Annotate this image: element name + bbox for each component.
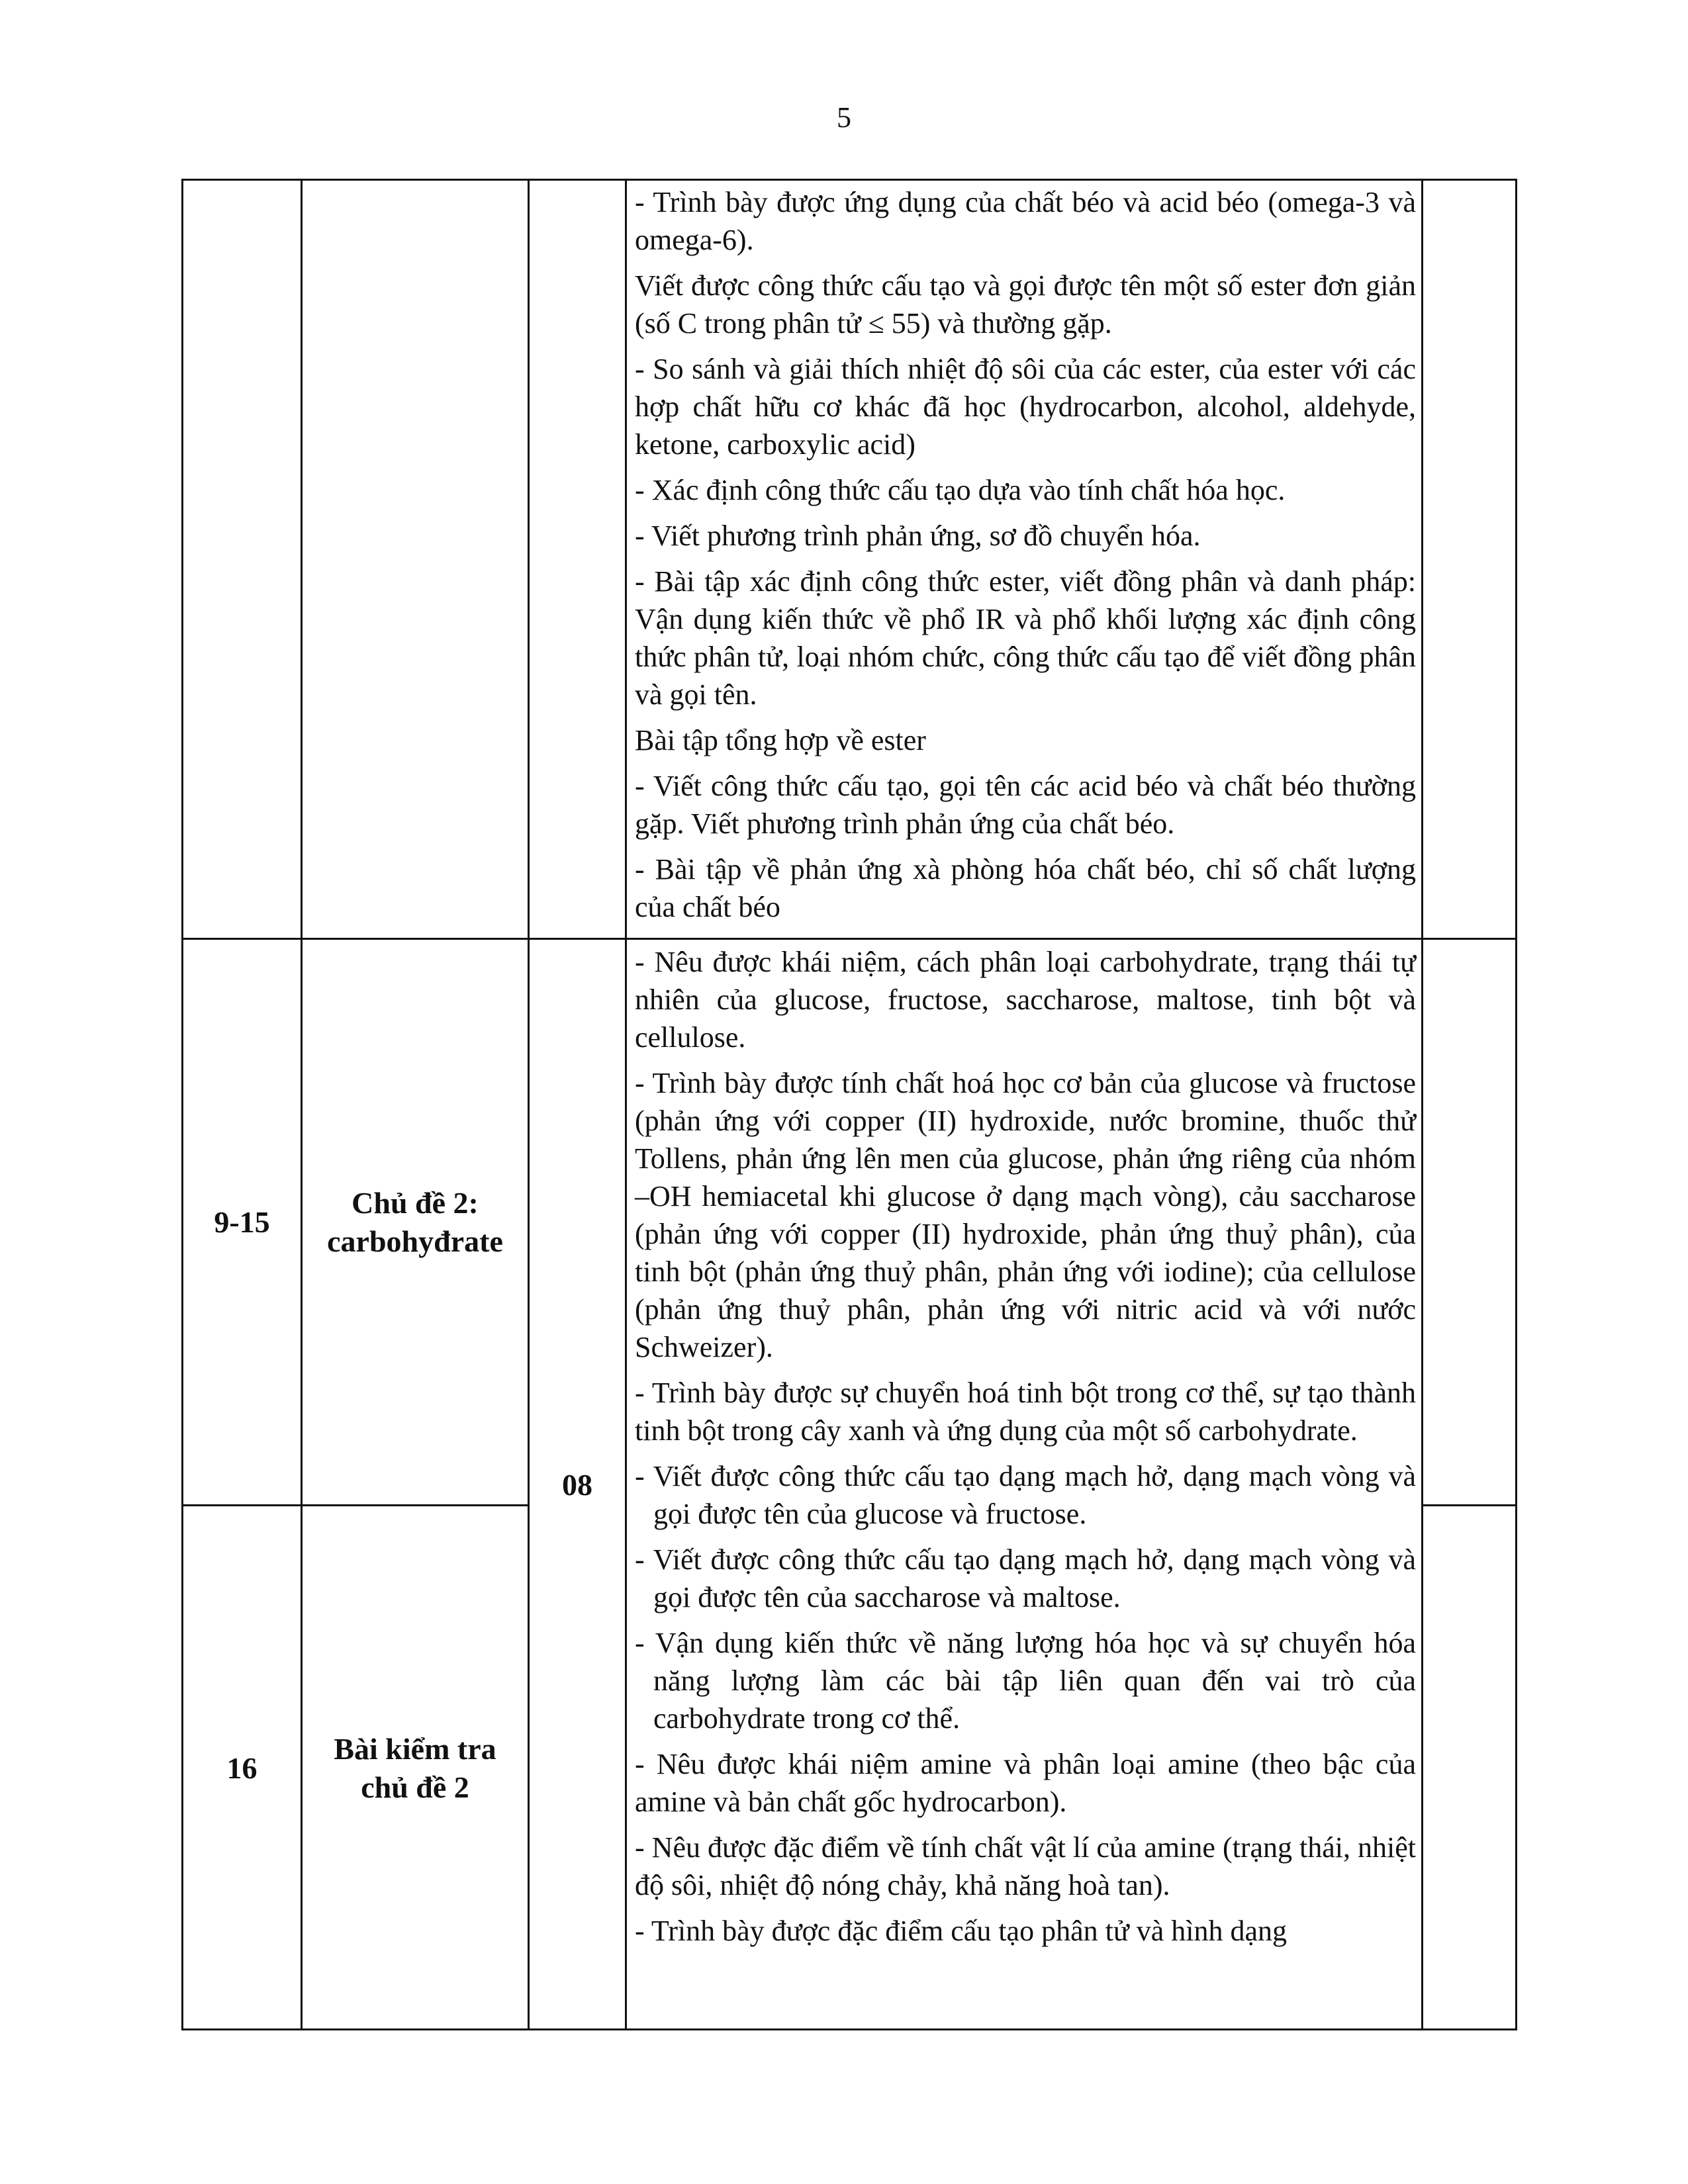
topic-title: Bài kiểm tra: [334, 1732, 496, 1766]
week-label: 16: [226, 1751, 258, 1785]
topic-subtitle: carbohyđrate: [327, 1224, 503, 1258]
content-item: - Bài tập về phản ứng xà phòng hóa chất béo, chỉ số chất lượng của chất béo: [635, 853, 1416, 923]
content-item: - Nêu được đặc điểm về tính chất vật lí của amine (trạng thái, nhiệt độ sôi, nhiệt độ nóng chảy, khả năng hoà tan).: [635, 1831, 1416, 1901]
week-cell: [183, 940, 301, 1504]
content-item: - Bài tập xác định công thức ester, viết đồng phân và danh pháp: Vận dụng kiến thức về phổ IR và phổ khối lượng xác định công thức phân tử, loại nhóm chức, công thức cấu tạo để viết đồng phân và gọi tên.: [635, 565, 1416, 711]
topic-subtitle: chủ đề 2: [361, 1770, 469, 1804]
content-item: - Trình bày được ứng dụng của chất béo và acid béo (omega-3 và omega-6).: [635, 186, 1416, 256]
page-number: 5: [837, 101, 851, 134]
column-divider: [1421, 181, 1423, 2028]
curriculum-table: [181, 179, 1517, 2030]
content-item: - Trình bày được đặc điểm cấu tạo phân tử và hình dạng: [635, 1915, 1287, 1947]
topic-title: Chủ đề 2:: [352, 1185, 479, 1220]
content-item: - Trình bày được tính chất hoá học cơ bản của glucose và fructose (phản ứng với copper (II) hydroxide, nước bromine, thuốc thử Tollens, phản ứng lên men của glucose, phản ứng riêng của nhóm –OH hemiacetal khi glucose ở dạng mạch vòng), cảu saccharose (phản ứng với copper (II) hydroxide, phản ứng thuỷ phân), của tinh bột (phản ứng thuỷ phân, phản ứng với iodine); của cellulose (phản ứng thuỷ phân, phản ứng với nitric acid và với nước Schweizer).: [635, 1067, 1416, 1363]
content-item: - Viết được công thức cấu tạo dạng mạch hở, dạng mạch vòng và gọi được tên của glucose và fructose.: [635, 1460, 1416, 1530]
row-divider: [1421, 1504, 1515, 1506]
content-item: - Viết công thức cấu tạo, gọi tên các acid béo và chất béo thường gặp. Viết phương trình phản ứng của chất béo.: [635, 770, 1416, 840]
periods-value: 08: [562, 1468, 592, 1502]
content-item: Viết được công thức cấu tạo và gọi được tên một số ester đơn giản (số C trong phân tử ≤ 55) và thường gặp.: [635, 269, 1416, 340]
week-cell: [183, 1506, 301, 2030]
content-item: - Vận dụng kiến thức về năng lượng hóa học và sự chuyển hóa năng lượng làm các bài tập liên quan đến vai trò của carbohydrate trong cơ thể.: [635, 1627, 1416, 1735]
row-1-content: [635, 183, 1416, 934]
content-item: - Trình bày được sự chuyển hoá tinh bột trong cơ thể, sự tạo thành tinh bột trong cây xanh và ứng dụng của một số carbohydrate.: [635, 1377, 1416, 1447]
column-divider: [625, 181, 627, 2028]
topic-cell: [303, 940, 528, 1504]
row-2-content: [635, 943, 1416, 1958]
week-label: 9-15: [214, 1205, 270, 1239]
periods-cell: [530, 940, 625, 2030]
content-item: - Viết được công thức cấu tạo dạng mạch hở, dạng mạch vòng và gọi được tên của saccharose và maltose.: [635, 1543, 1416, 1614]
content-item: - Xác định công thức cấu tạo dựa vào tính chất hóa học.: [635, 474, 1286, 506]
topic-cell: [303, 1506, 528, 2030]
content-item: Bài tập tổng hợp về ester: [635, 724, 926, 756]
content-item: - Viết phương trình phản ứng, sơ đồ chuyển hóa.: [635, 520, 1201, 552]
content-item: - Nêu được khái niệm, cách phân loại carbohydrate, trạng thái tự nhiên của glucose, fructose, saccharose, maltose, tinh bột và cellulose.: [635, 946, 1416, 1054]
content-item: - So sánh và giải thích nhiệt độ sôi của các ester, của ester với các hợp chất hữu cơ khác đã học (hydrocarbon, alcohol, aldehyde, ketone, carboxylic acid): [635, 353, 1416, 461]
content-item: - Nêu được khái niệm amine và phân loại amine (theo bậc của amine và bản chất gốc hydrocarbon).: [635, 1748, 1416, 1818]
